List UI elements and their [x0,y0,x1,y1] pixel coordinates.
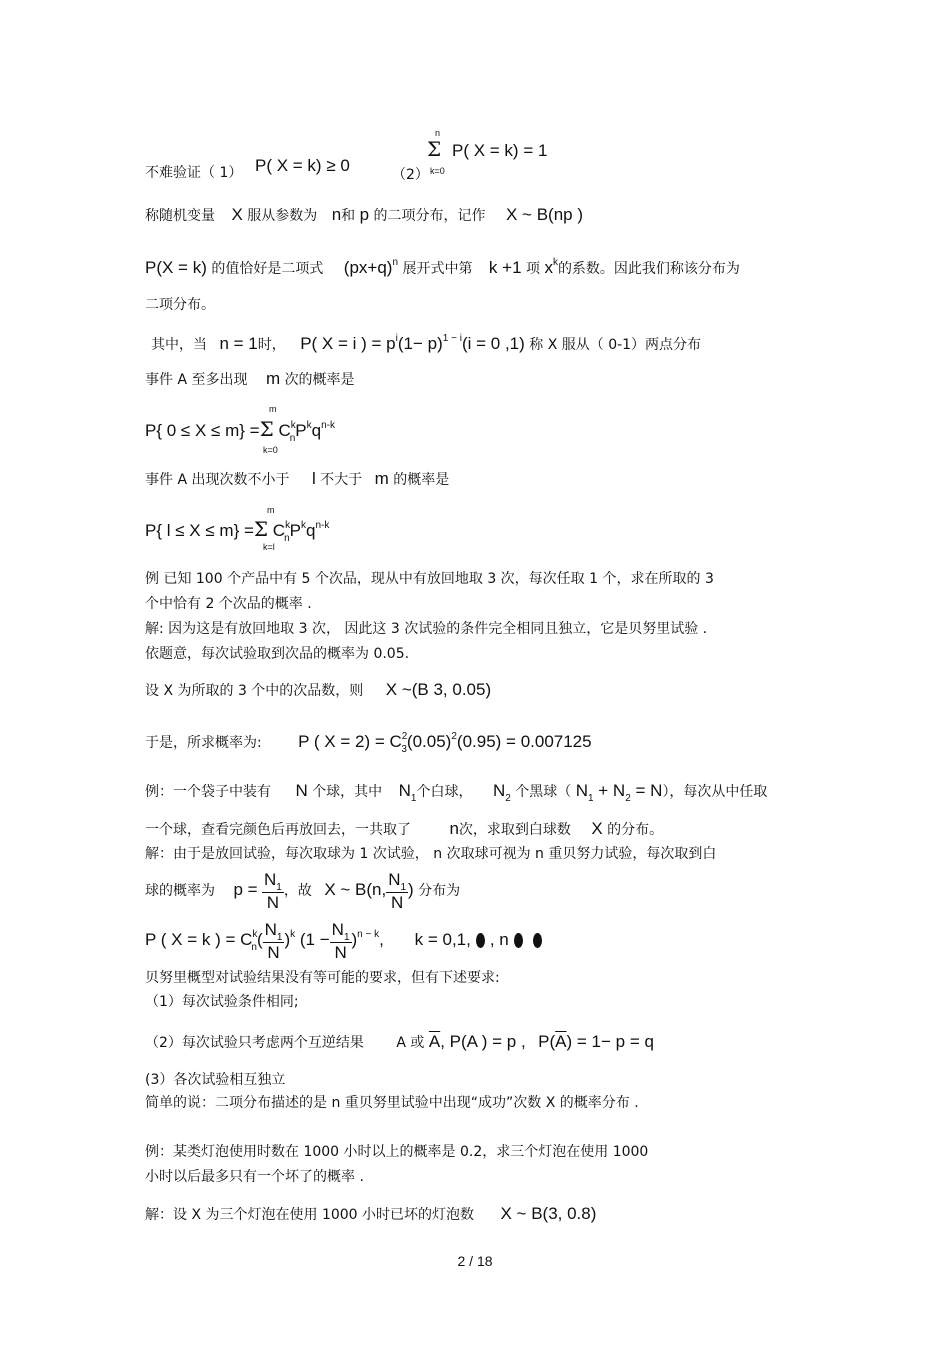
ellipsis-dot [476,933,485,948]
text: 展开式中第 [402,261,473,277]
example-3-line-2: 小时以后最多只有一个坏了的概率 . [145,1169,364,1185]
solution-line-1: 解: 因为这是有放回地取 3 次， 因此这 3 次试验的条件完全相同且独立，它是贝努里试验 . [145,621,708,637]
binomial-coefficient-line [145,259,740,280]
example-3-line-1: 例：某类灯泡使用时数在 1000 小时以上的概率是 0.2，求三个灯泡在使用 1000 [145,1144,649,1160]
text-line: 事件 A 出现次数不小于 l 不大于 m 的概率是 [145,469,450,488]
formula: X ~ B(np ) [506,205,584,224]
formula: k +1 [488,258,522,277]
fraction: $\frac{N_1}{N}$ [331,919,350,962]
formula-nonneg: P( X = k) ≥ 0 [255,156,350,175]
fraction: $\frac{N_1}{N}$ [388,870,407,912]
ellipsis-dot [533,933,542,948]
formula: $(px+q)^n$ [343,257,399,277]
text: 称 X 服从（ 0-1）两点分布 [529,337,702,353]
ellipsis-dot [514,933,523,948]
requirements-intro: 贝努里概型对试验结果没有等可能的要求，但有下述要求: [145,970,500,986]
text-line: 二项分布。 [145,297,215,313]
var-n: n [331,205,342,224]
solution-line-3: 设 X 为所取的 3 个中的次品数，则 X ~(B 3, 0.05) [145,680,492,699]
formula-at-most-m: P{ 0 ≤ X ≤ m} =Σ $C^k_nP^kq^{n-k}$ [145,417,336,444]
two-point-distribution-line [151,335,701,356]
sigma-upper: m [269,404,277,414]
summary-line: 简单的说：二项分布描述的是 n 重贝努里试验中出现“成功”次数 X 的概率分布 . [145,1095,639,1111]
label-2: （2） [392,167,429,183]
example-1-line-1: 例 已知 100 个产品中有 5 个次品，现从中有放回地取 3 次，每次任取 1 个，求在所取的 3 [145,571,714,587]
binomial-definition [145,206,583,225]
verification-line [145,164,242,182]
formula-between-l-m: P{ l ≤ X ≤ m} =Σ $C^k_nP^kq^{n-k}$ [145,517,330,544]
formula: $x^k$ [544,257,558,277]
text: 其中，当 [151,337,207,353]
example-2-line-2: 一个球，查看完颜色后再放回去，一共取了 n次，求取到白球数 X 的分布。 [145,819,664,838]
sigma-lower: k=l [263,542,275,552]
fraction: $\frac{N_1}{N}$ [264,870,282,912]
formula-sum: P( X = k) = 1 [452,141,548,160]
page-number: 2 / 18 [457,1253,493,1269]
solution-probability: 于是，所求概率为: P ( $X = 2) = C^2_3(0.05)^2(0.95) = 0.007125$ [145,731,592,755]
text: 服从参数为 [247,208,318,224]
formula: n = 1 [219,334,258,353]
text: 称随机变量 [145,208,215,224]
formula: P(X = k) [145,258,207,277]
text: 不难验证（ 1） [145,165,243,181]
example-1-line-2: 个中恰有 2 个次品的概率 . [145,596,312,612]
var-x: X [231,205,243,224]
formula: P( X = i ) = $p^i(1- p)^{1 - i}(i = 0$ ,1) [300,333,525,353]
text: 项 [525,261,540,277]
solution-2-line-1: 解：由于是放回试验，每次取球为 1 次试验， n 次取球可视为 n 重贝努力试验，每次取到白 [145,846,717,862]
text: 和 [341,208,356,224]
solution-line-2: 依题意，每次试验取到次品的概率为 0.05. [145,646,410,662]
solution-2-line-2: 球的概率为 p = $\frac{N_1}{N}$ ，故 X ~ B(n, $\frac{N_1}{N}$ ) 分布为 [145,870,461,912]
sigma-upper: n [435,128,441,138]
text: 时， [257,337,286,353]
sigma-symbol: Σ [427,137,442,161]
requirement-3: (3）各次试验相互独立 [145,1072,286,1088]
binomial-formula: P ( X = k ) = $C^k_n$( $\frac{N_1}{N}$ )$^k$ (1 − $\frac{N_1}{N}$ )$^{n - k}$, k = 0,1, , n [145,917,547,966]
requirement-1: （1）每次试验条件相同; [145,994,299,1010]
text: 的二项分布，记作 [373,208,486,224]
sigma-lower: k=0 [263,445,278,455]
fraction: $\frac{N_1}{N}$ [264,919,283,962]
solution-3-line-1: 解：设 X 为三个灯泡在使用 1000 小时已坏的灯泡数 X ~ B(3, 0.8) [145,1204,597,1223]
sigma-lower: k=0 [430,166,445,176]
requirement-2: （2）每次试验只考虑两个互逆结果 A 或 $\overline{A}$, P(A ) = p , $P(\overline{A}) = 1- p = q$ [145,1032,654,1051]
sigma-upper: m [267,505,275,515]
text-line: 事件 A 至多出现 m 次的概率是 [145,369,355,388]
text: 的系数。因此我们称该分布为 [557,261,740,277]
example-2-line-1: 例：一个袋子中装有 N 个球，其中 $N_1$个白球， $N_2$ 个黑球（ $N_1 + N_2 = N$），每次从中任取 [145,781,768,804]
text: 的值恰好是二项式 [211,261,324,277]
var-p: p [359,205,370,224]
